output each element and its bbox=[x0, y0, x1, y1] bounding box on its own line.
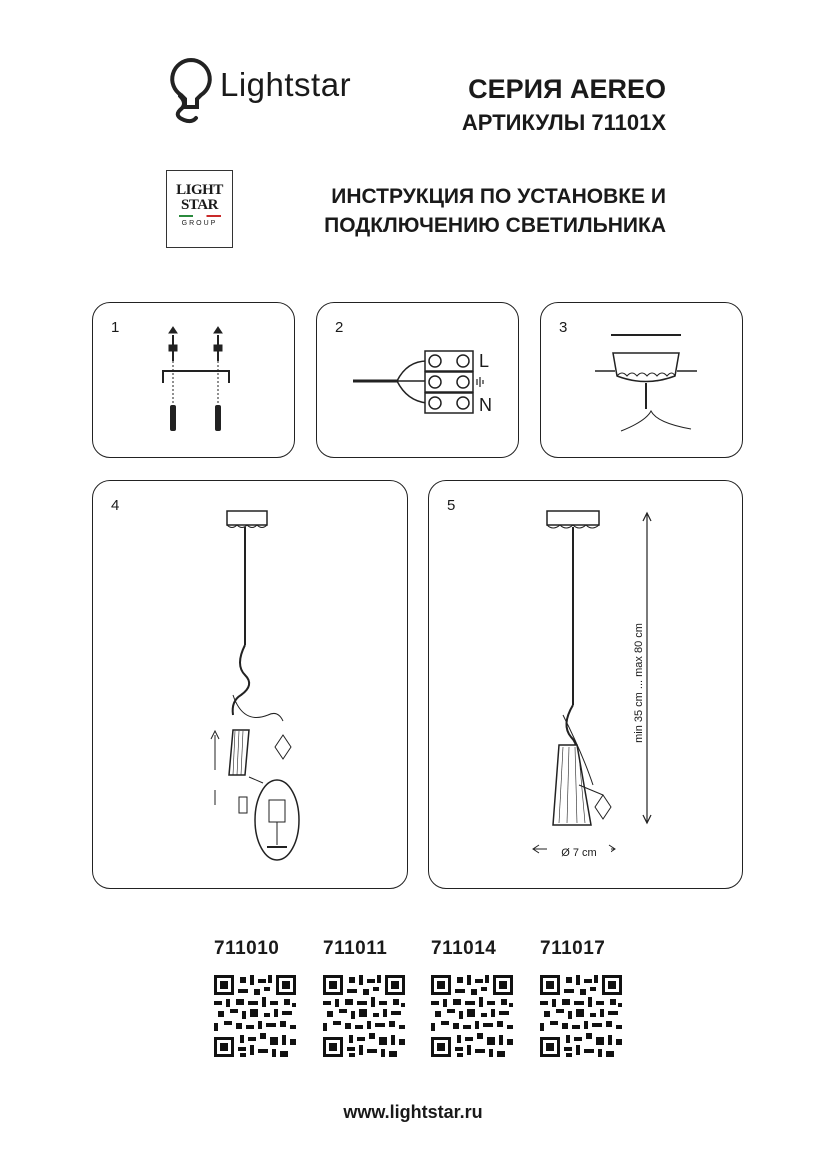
panel-number: 5 bbox=[447, 497, 456, 514]
instruction-line-2: ПОДКЛЮЧЕНИЮ СВЕТИЛЬНИКА bbox=[324, 214, 666, 237]
label-neutral: N bbox=[479, 395, 492, 415]
qr-code-icon bbox=[431, 975, 513, 1057]
mounting-screws-diagram bbox=[153, 325, 243, 440]
website-url: www.lightstar.ru bbox=[343, 1102, 483, 1122]
group-logo-line2: STAR bbox=[181, 197, 218, 213]
lamp-assembly-diagram bbox=[203, 505, 343, 875]
article-code-3: 711014 bbox=[431, 938, 497, 959]
diameter-dimension-label: Ø 7 cm bbox=[547, 847, 611, 859]
height-dimension-label: min 35 cm ... max 80 cm bbox=[633, 623, 645, 743]
panel-5 bbox=[428, 480, 743, 889]
panel-4 bbox=[92, 480, 408, 889]
series-title: СЕРИЯ AEREO bbox=[468, 74, 666, 104]
qr-code-icon bbox=[214, 975, 296, 1057]
italian-flag-stripe bbox=[179, 215, 221, 217]
panel-number: 1 bbox=[111, 319, 120, 336]
qr-code-icon bbox=[540, 975, 622, 1057]
panel-3 bbox=[540, 302, 743, 458]
instruction-title bbox=[246, 182, 666, 240]
brand-name: Lightstar bbox=[220, 66, 352, 103]
canopy-mounting-diagram bbox=[591, 331, 701, 441]
article-code-2: 711011 bbox=[323, 938, 388, 959]
instruction-line-1: ИНСТРУКЦИЯ ПО УСТАНОВКЕ И bbox=[331, 185, 666, 208]
panel-number: 3 bbox=[559, 319, 568, 336]
article-code-1: 711010 bbox=[214, 938, 280, 959]
panel-number: 4 bbox=[111, 497, 120, 514]
article-code-4: 711017 bbox=[540, 938, 606, 959]
articles-title: АРТИКУЛЫ 71101X bbox=[461, 110, 666, 135]
lightstar-logo-icon bbox=[166, 56, 216, 128]
label-live: L bbox=[479, 351, 490, 371]
group-logo-line1: LIGHT bbox=[176, 182, 223, 198]
panel-2 bbox=[316, 302, 519, 458]
qr-code-icon bbox=[323, 975, 405, 1057]
terminal-block-diagram bbox=[347, 343, 490, 418]
group-logo-line3: GROUP bbox=[181, 220, 218, 227]
panel-number: 2 bbox=[335, 319, 344, 336]
lightstar-group-logo bbox=[166, 170, 233, 248]
panel-1 bbox=[92, 302, 295, 458]
